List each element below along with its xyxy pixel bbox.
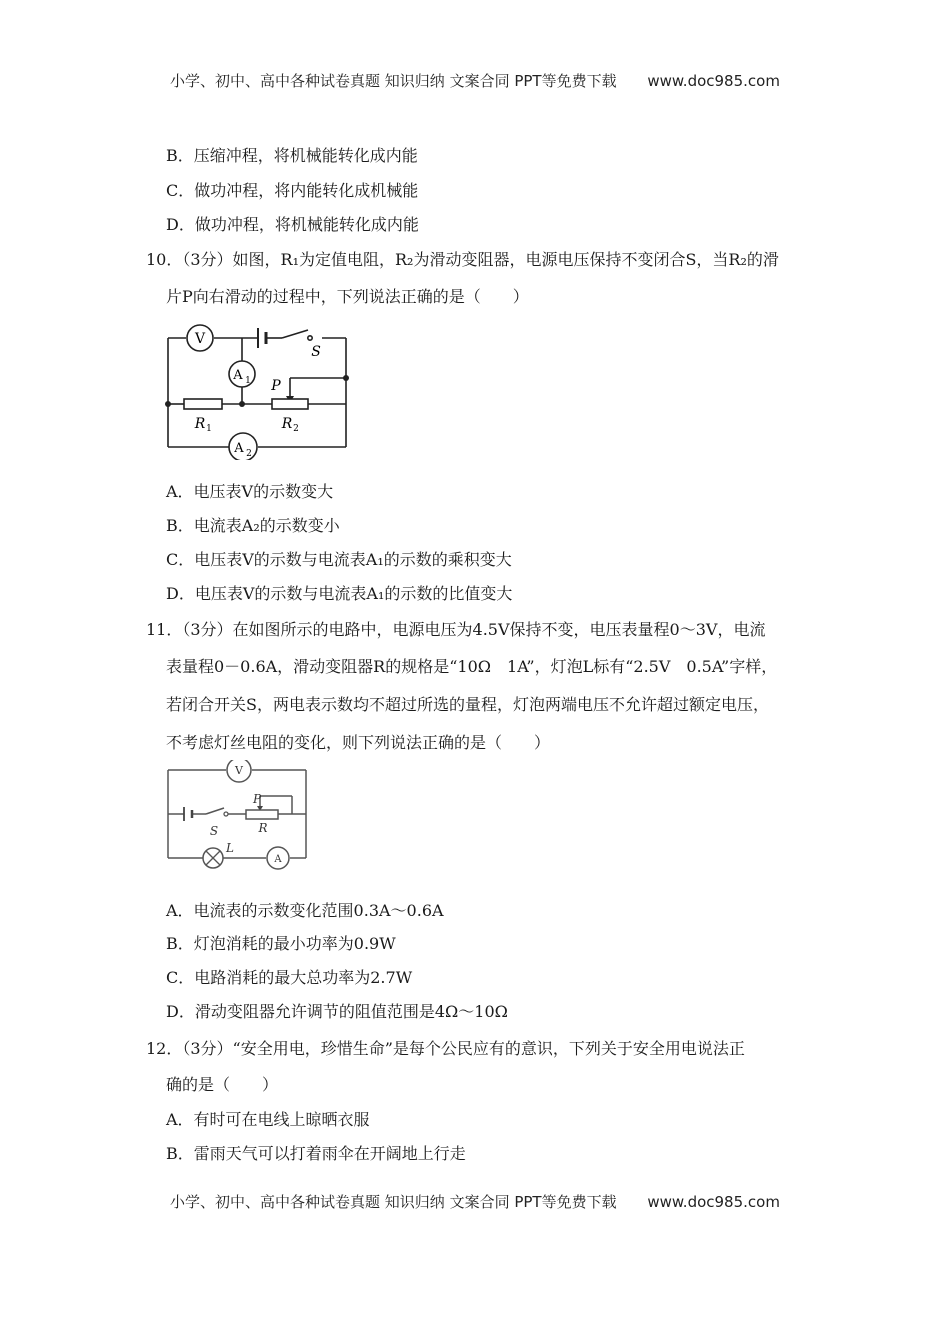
page-header	[0, 70, 950, 91]
q11-option-c: C．电路消耗的最大总功率为2.7W	[166, 968, 413, 987]
q11-fig-s-label: S	[209, 824, 219, 838]
q12-stem-line2: 确的是（ ）	[166, 1075, 279, 1094]
q11-fig-v-label: V	[235, 764, 243, 777]
q9-option-b: B．压缩冲程，将机械能转化成内能	[166, 146, 418, 165]
header-site-link[interactable]: www.doc985.com	[647, 72, 780, 90]
q10-fig-r1-label: R	[194, 416, 206, 432]
q10-option-c: C．电压表V的示数与电流表A₁的示数的乘积变大	[166, 550, 512, 569]
footer-text: 小学、初中、高中各种试卷真题 知识归纳 文案合同 PPT等免费下载	[170, 1193, 617, 1211]
q10-option-d: D．电压表V的示数与电流表A₁的示数的比值变大	[166, 584, 513, 603]
page-footer	[0, 1191, 950, 1212]
q11-fig-l-label: L	[226, 841, 234, 855]
q11-stem-line2: 表量程0－0.6A，滑动变阻器R的规格是“10Ω 1A”，灯泡L标有“2.5V 0.5A”字样，	[166, 657, 778, 676]
q11-circuit-diagram	[162, 760, 322, 872]
q11-stem-line4: 不考虑灯丝电阻的变化，则下列说法正确的是（ ）	[166, 733, 551, 752]
q10-option-a: A．电压表V的示数变大	[166, 482, 334, 501]
q11-fig-r-label: R	[258, 821, 268, 835]
q11-stem-line3: 若闭合开关S，两电表示数均不超过所选的量程，灯泡两端电压不允许超过额定电压，	[166, 695, 769, 714]
q10-fig-r2-sub: 2	[293, 424, 299, 434]
q11-fig-a-label: A	[274, 854, 282, 865]
q11-stem-line1: 11．（3分）在如图所示的电路中，电源电压为4.5V保持不变，电压表量程0～3V，电流	[146, 620, 766, 639]
q10-stem-line1: 10．（3分）如图，R₁为定值电阻，R₂为滑动变阻器，电源电压保持不变闭合S，当R₂的滑	[146, 250, 779, 269]
q10-fig-p-label: P	[271, 378, 281, 394]
q11-option-a: A．电流表的示数变化范围0.3A～0.6A	[166, 901, 444, 920]
q11-option-d: D．滑动变阻器允许调节的阻值范围是4Ω～10Ω	[166, 1002, 508, 1021]
header-text: 小学、初中、高中各种试卷真题 知识归纳 文案合同 PPT等免费下载	[170, 72, 617, 90]
q10-option-b: B．电流表A₂的示数变小	[166, 516, 340, 535]
q10-fig-a1-label: A	[233, 368, 243, 383]
q10-stem-line2: 片P向右滑动的过程中，下列说法正确的是（ ）	[166, 287, 529, 306]
q9-option-d: D．做功冲程，将机械能转化成内能	[166, 215, 419, 234]
q10-fig-a2-sub: 2	[246, 449, 252, 459]
q10-fig-v-label: V	[194, 331, 206, 347]
q12-option-a: A．有时可在电线上晾晒衣服	[166, 1110, 370, 1129]
q10-fig-a1-sub: 1	[245, 376, 251, 386]
footer-site-link[interactable]: www.doc985.com	[647, 1193, 780, 1211]
q12-stem-line1: 12．（3分）“安全用电，珍惜生命”是每个公民应有的意识，下列关于安全用电说法正	[146, 1039, 745, 1058]
q10-fig-s-label: S	[311, 344, 321, 360]
q9-option-c: C．做功冲程，将内能转化成机械能	[166, 181, 419, 200]
q10-circuit-diagram	[162, 318, 358, 460]
q10-fig-r1-sub: 1	[206, 424, 212, 434]
q11-fig-p-label: P	[252, 792, 262, 806]
q11-option-b: B．灯泡消耗的最小功率为0.9W	[166, 934, 396, 953]
q10-fig-a2-label: A	[234, 441, 244, 456]
q10-fig-r2-label: R	[281, 416, 293, 432]
q12-option-b: B．雷雨天气可以打着雨伞在开阔地上行走	[166, 1144, 466, 1163]
